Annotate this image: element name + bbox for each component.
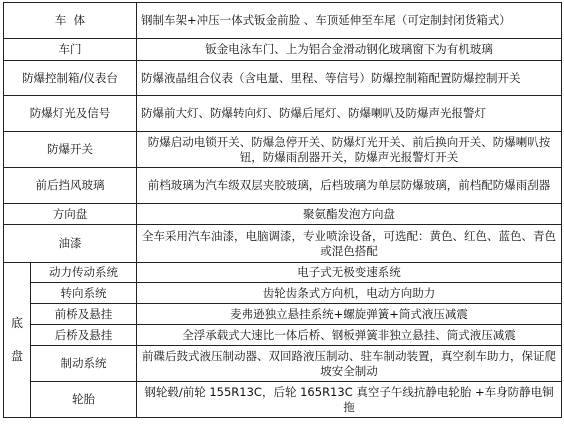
row-value-lights: 防爆前大灯、防爆转向灯、防爆后尾灯、防爆喇叭及防爆声光报警灯 <box>137 96 562 132</box>
table-row <box>4 346 562 382</box>
table-row <box>4 3 562 39</box>
table-row <box>4 263 562 283</box>
row-value-brakes: 前碟后鼓式液压制动器、双回路液压制动、驻车制动装置，真空刹车助力，保证爬坡安全制动 <box>137 346 562 382</box>
table-row <box>4 225 562 263</box>
table-row <box>4 168 562 204</box>
row-label-steering: 转向系统 <box>31 283 137 304</box>
row-value-switches: 防爆启动电锁开关、防爆急停开关、防爆灯光开关、前后换向开关、防爆喇叭按钮，防爆雨刮器开关，防爆声光报警灯开关 <box>137 132 562 168</box>
spec-table <box>3 2 562 418</box>
row-value-front-axle: 麦弗逊独立悬挂系统+螺旋弹簧+筒式液压减震 <box>137 304 562 325</box>
row-label-body: 车 体 <box>4 3 137 39</box>
table-row <box>4 283 562 304</box>
row-value-powertrain: 电子式无极变速系统 <box>137 263 562 283</box>
table-row <box>4 39 562 61</box>
row-label-front-axle: 前桥及悬挂 <box>31 304 137 325</box>
row-value-body: 钢制车架+冲压一体式钣金前脸 、车顶延伸至车尾（可定制封闭货箱式） <box>137 3 562 39</box>
chassis-group-label <box>4 263 31 418</box>
row-value-tires: 钢轮毂/前轮 155R13C，后轮 165R13C 真空子午线抗静电轮胎 +车身防静电铜拖 <box>137 382 562 418</box>
row-label-paint: 油漆 <box>4 225 137 263</box>
row-value-steering-wheel: 聚氨酯发泡方向盘 <box>137 204 562 225</box>
row-label-powertrain: 动力传动系统 <box>31 263 137 283</box>
table-row <box>4 96 562 132</box>
row-value-paint: 全车采用汽车油漆，电脑调漆，专业喷涂设备，可选配：黄色、红色、蓝色、青色或混色搭配 <box>137 225 562 263</box>
row-label-door: 车门 <box>4 39 137 61</box>
row-label-brakes: 制动系统 <box>31 346 137 382</box>
table-row <box>4 61 562 96</box>
chassis-char-2: 盘 <box>10 349 23 363</box>
table-row <box>4 132 562 168</box>
row-value-door: 钣金电泳车门、上为铝合金滑动钢化玻璃窗下为有机玻璃 <box>137 39 562 61</box>
row-label-windshield: 前后挡风玻璃 <box>4 168 137 204</box>
table-row <box>4 304 562 325</box>
row-value-control-box: 防爆液晶组合仪表（含电量、里程、等信号）防爆控制箱配置防爆控制开关 <box>137 61 562 96</box>
row-label-switches: 防爆开关 <box>4 132 137 168</box>
chassis-char-1: 底 <box>10 316 23 330</box>
table-row <box>4 325 562 346</box>
row-value-windshield: 前档玻璃为汽车级双层夹胶玻璃，后档玻璃为单层防爆玻璃，前档配防爆雨刮器 <box>137 168 562 204</box>
table-row <box>4 382 562 418</box>
row-label-rear-axle: 后桥及悬挂 <box>31 325 137 346</box>
row-value-rear-axle: 全浮承载式大速比一体后桥、钢板弹簧非独立悬挂、筒式液压减震 <box>137 325 562 346</box>
row-label-tires: 轮胎 <box>31 382 137 418</box>
row-label-steering-wheel: 方向盘 <box>4 204 137 225</box>
row-label-control-box: 防爆控制箱/仪表台 <box>4 61 137 96</box>
row-value-steering: 齿轮齿条式方向机，电动方向助力 <box>137 283 562 304</box>
row-label-lights: 防爆灯光及信号 <box>4 96 137 132</box>
table-row <box>4 204 562 225</box>
